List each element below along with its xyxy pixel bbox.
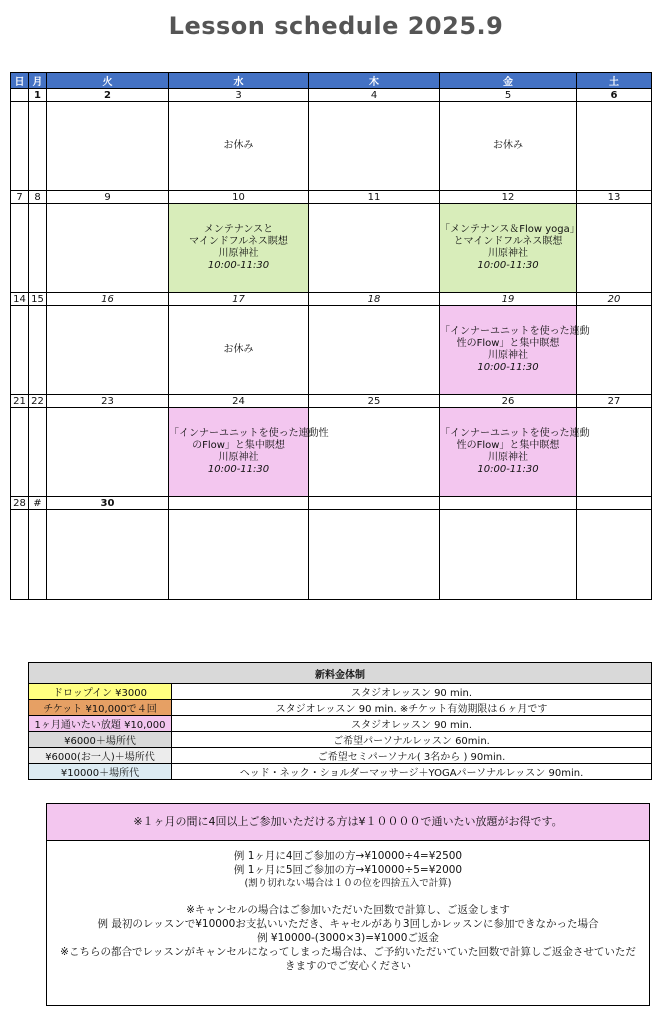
event-cell: [309, 204, 440, 293]
date-cell: 22: [29, 395, 47, 408]
example-line: 例 1ヶ月に5回ご参加の方→¥10000÷5=¥2000: [233, 864, 463, 876]
event-time: 10:00-11:30: [207, 464, 270, 475]
calendar: [10, 72, 652, 600]
weekday-mon: 月: [29, 73, 47, 89]
week-1-events: [11, 102, 652, 191]
date-cell: [11, 89, 29, 102]
date-cell: 12: [440, 191, 577, 204]
event-cell: [577, 510, 652, 600]
date-cell: 30: [47, 497, 169, 510]
date-cell: 7: [11, 191, 29, 204]
date-cell: [577, 497, 652, 510]
price-label: ¥6000＋場所代: [29, 732, 172, 748]
date-cell: 2: [47, 89, 169, 102]
date-cell: 17: [169, 293, 309, 306]
weekday-wed: 水: [169, 73, 309, 89]
date-cell: 13: [577, 191, 652, 204]
event-cell: [11, 204, 29, 293]
weekday-sat: 土: [577, 73, 652, 89]
date-cell: 27: [577, 395, 652, 408]
date-cell: 4: [309, 89, 440, 102]
price-desc: ご希望セミパーソナル( 3名から ) 90min.: [172, 748, 652, 764]
week-5-events: [11, 510, 652, 600]
price-label: ¥10000＋場所代: [29, 764, 172, 780]
notice-box: [46, 803, 650, 1006]
week-2-dates: [11, 191, 652, 204]
weekday-fri: 金: [440, 73, 577, 89]
event-cell: [29, 306, 47, 395]
event-time: 10:00-11:30: [477, 260, 539, 271]
weekday-thu: 木: [309, 73, 440, 89]
week-3-events: [11, 306, 652, 395]
event-line: メンテナンスと: [203, 224, 274, 235]
weekday-header-row: [11, 73, 652, 89]
event-lesson: [440, 306, 590, 395]
weekday-tue: 火: [47, 73, 169, 89]
cancel-line: 例 ¥10000-(3000×3)=¥1000ご返金: [257, 932, 439, 944]
price-desc: ヘッド・ネック・ショルダーマッサージ＋YOGAパーソナルレッスン 90min.: [172, 764, 652, 780]
event-cell: [577, 102, 652, 191]
example-line: 例 1ヶ月に4回ご参加の方→¥10000÷4=¥2500: [233, 850, 463, 862]
event-cell: [309, 306, 440, 395]
event-line: とマインドフルネス瞑想: [453, 236, 563, 247]
event-cell: [309, 510, 440, 600]
date-cell: 14: [11, 293, 29, 306]
event-cell: [29, 510, 47, 600]
week-1-dates: [11, 89, 652, 102]
event-location: 川原神社: [218, 452, 259, 463]
date-cell: 3: [169, 89, 309, 102]
event-cell: [29, 408, 47, 497]
date-cell: 11: [309, 191, 440, 204]
pricing-header: 新料金体制: [29, 663, 652, 684]
event-closed: お休み: [169, 306, 309, 395]
event-cell: [47, 204, 169, 293]
date-cell: 8: [29, 191, 47, 204]
event-cell: [29, 102, 47, 191]
event-cell: [577, 408, 652, 497]
page-title: Lesson schedule 2025.9: [168, 12, 504, 40]
event-line: 「メンテナンス＆Flow yoga」: [440, 224, 580, 235]
event-cell: [11, 408, 29, 497]
event-location: 川原神社: [218, 248, 259, 259]
date-cell: 15: [29, 293, 47, 306]
event-cell: [29, 204, 47, 293]
week-4-events: [11, 408, 652, 497]
event-line: 「インナーユニットを使った連動性: [169, 428, 329, 439]
price-desc: スタジオレッスン 90 min.: [172, 716, 652, 732]
event-line: 「インナーユニットを使った連動: [440, 428, 590, 439]
event-cell: [577, 306, 652, 395]
date-cell: 21: [11, 395, 29, 408]
price-label: 1ヶ月通いたい放題 ¥10,000: [29, 716, 172, 732]
date-cell: 20: [577, 293, 652, 306]
event-line: 性のFlow」と集中瞑想: [456, 440, 560, 451]
event-line: マインドフルネス瞑想: [189, 236, 288, 247]
price-desc: ご希望パーソナルレッスン 60min.: [172, 732, 652, 748]
event-line: 「インナーユニットを使った連動: [440, 326, 590, 337]
price-label: ドロップイン ¥3000: [29, 684, 172, 700]
event-cell: [47, 102, 169, 191]
date-cell: 26: [440, 395, 577, 408]
event-cell: [47, 306, 169, 395]
date-cell: 6: [577, 89, 652, 102]
date-cell: 5: [440, 89, 577, 102]
date-cell: 24: [169, 395, 309, 408]
event-closed: お休み: [169, 102, 309, 191]
date-cell: [309, 497, 440, 510]
cancel-line: 例 最初のレッスンで¥10000お支払いいただき、キャセルがあり3回しかレッスンに参加できなかった場合: [97, 918, 599, 930]
date-cell: [169, 497, 309, 510]
event-cell: [11, 510, 29, 600]
event-cell: [11, 306, 29, 395]
week-4-dates: [11, 395, 652, 408]
notice-body: [47, 841, 649, 973]
event-cell: [440, 510, 577, 600]
cancel-line: ※キャンセルの場合はご参加いただいた回数で計算し、ご返金します: [186, 904, 510, 916]
event-cell: [169, 510, 309, 600]
date-cell: [440, 497, 577, 510]
event-cell: [309, 408, 440, 497]
event-line: のFlow」と集中瞑想: [192, 440, 285, 451]
event-lesson: [169, 408, 329, 497]
date-cell: 25: [309, 395, 440, 408]
date-cell: 9: [47, 191, 169, 204]
date-cell: 28: [11, 497, 29, 510]
event-lesson: [440, 408, 590, 497]
weekday-sun: 日: [11, 73, 29, 89]
price-desc: スタジオレッスン 90 min. ※チケット有効期限は６ヶ月です: [172, 700, 652, 716]
cancel-line: きますのでご安心ください: [285, 960, 411, 972]
date-cell: 18: [309, 293, 440, 306]
pricing-table: [28, 662, 652, 780]
date-cell: 16: [47, 293, 169, 306]
event-time: 10:00-11:30: [477, 362, 539, 373]
event-location: 川原神社: [488, 248, 528, 259]
week-5-dates: [11, 497, 652, 510]
notice-header: ※１ヶ月の間に4回以上ご参加いただける方は¥１００００で通いたい放題がお得です。: [47, 804, 649, 841]
event-location: 川原神社: [488, 452, 528, 463]
cancel-line: ※こちらの都合でレッスンがキャンセルになってしまった場合は、ご予約いただいていた回数で計算しご返金させていただ: [60, 946, 636, 958]
week-3-dates: [11, 293, 652, 306]
event-cell: [47, 408, 169, 497]
event-line: 性のFlow」と集中瞑想: [456, 338, 560, 349]
date-cell: 10: [169, 191, 309, 204]
date-cell: 23: [47, 395, 169, 408]
event-closed: お休み: [440, 102, 577, 191]
price-label: チケット ¥10,000で４回: [29, 700, 172, 716]
example-note: (割り切れない場合は１０の位を四捨五入で計算): [244, 878, 452, 889]
event-lesson: [169, 204, 309, 293]
event-location: 川原神社: [488, 350, 528, 361]
event-time: 10:00-11:30: [207, 260, 270, 271]
date-cell: 1: [29, 89, 47, 102]
date-cell: 19: [440, 293, 577, 306]
price-desc: スタジオレッスン 90 min.: [172, 684, 652, 700]
event-lesson: [440, 204, 580, 293]
date-cell: #: [29, 497, 47, 510]
event-cell: [309, 102, 440, 191]
event-cell: [577, 204, 652, 293]
price-label: ¥6000(お一人)＋場所代: [29, 748, 172, 764]
event-cell: [47, 510, 169, 600]
event-cell: [11, 102, 29, 191]
week-2-events: [11, 204, 652, 293]
event-time: 10:00-11:30: [477, 464, 539, 475]
